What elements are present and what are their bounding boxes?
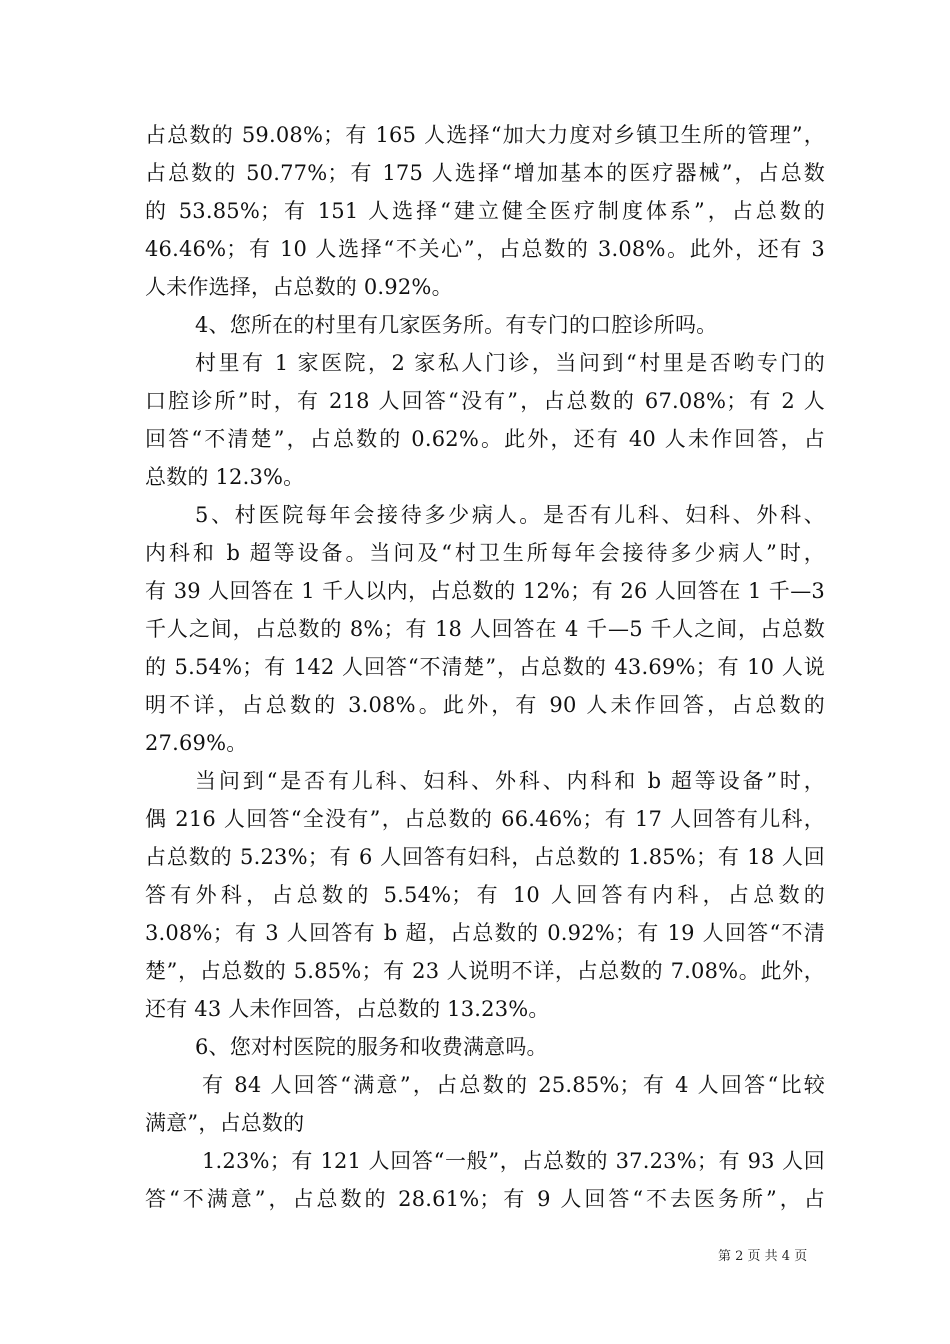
section-heading-5: 5、村医院每年会接待多少病人。是否有儿科、妇科、外科、 (195, 503, 825, 527)
text-line: 答有外科，占总数的 5.54%；有 10 人回答有内科，占总数的 (145, 883, 825, 907)
section-heading-4: 4、您所在的村里有几家医务所。有专门的口腔诊所吗。 (195, 313, 718, 337)
text-line: 有 84 人回答“满意”，占总数的 25.85%；有 4 人回答“比较 (202, 1073, 825, 1097)
text-line: 满意”，占总数的 (145, 1111, 305, 1135)
text-line: 占总数的 59.08%；有 165 人选择“加大力度对乡镇卫生所的管理”， (145, 123, 825, 147)
text-line: 楚”，占总数的 5.85%；有 23 人说明不详，占总数的 7.08%。此外， (145, 959, 825, 983)
text-line: 偶 216 人回答“全没有”，占总数的 66.46%；有 17 人回答有儿科， (145, 807, 825, 831)
text-line: 占总数的 50.77%；有 175 人选择“增加基本的医疗器械”，占总数 (145, 161, 825, 185)
text-line: 还有 43 人未作回答，占总数的 13.23%。 (145, 997, 550, 1021)
page-number-footer: 第 2 页 共 4 页 (718, 1249, 808, 1264)
text-line: 3.08%；有 3 人回答有 b 超，占总数的 0.92%；有 19 人回答“不清 (145, 921, 825, 945)
text-line: 的 5.54%；有 142 人回答“不清楚”，占总数的 43.69%；有 10 人说 (145, 655, 825, 679)
text-line: 占总数的 5.23%；有 6 人回答有妇科，占总数的 1.85%；有 18 人回 (145, 845, 825, 869)
text-line: 有 39 人回答在 1 千人以内，占总数的 12%；有 26 人回答在 1 千—3 (145, 579, 825, 603)
text-line: 口腔诊所”时，有 218 人回答“没有”，占总数的 67.08%；有 2 人 (145, 389, 825, 413)
text-line: 人未作选择，占总数的 0.92%。 (145, 275, 453, 299)
text-line: 回答“不清楚”，占总数的 0.62%。此外，还有 40 人未作回答，占 (145, 427, 825, 451)
text-line: 千人之间，占总数的 8%；有 18 人回答在 4 千—5 千人之间，占总数 (145, 617, 825, 641)
text-line: 46.46%；有 10 人选择“不关心”，占总数的 3.08%。此外，还有 3 (145, 237, 825, 261)
text-line: 村里有 1 家医院，2 家私人门诊，当问到“村里是否哟专门的 (195, 351, 825, 375)
text-line: 总数的 12.3%。 (145, 465, 305, 489)
text-line: 答“不满意”，占总数的 28.61%；有 9 人回答“不去医务所”，占 (145, 1187, 825, 1211)
text-line: 明不详，占总数的 3.08%。此外，有 90 人未作回答，占总数的 (145, 693, 825, 717)
text-line: 1.23%；有 121 人回答“一般”，占总数的 37.23%；有 93 人回 (202, 1149, 825, 1173)
text-line: 当问到“是否有儿科、妇科、外科、内科和 b 超等设备”时， (195, 769, 825, 793)
section-heading-6: 6、您对村医院的服务和收费满意吗。 (195, 1035, 548, 1059)
text-line: 内科和 b 超等设备。当问及“村卫生所每年会接待多少病人”时， (145, 541, 825, 565)
text-line: 27.69%。 (145, 731, 248, 755)
text-line: 的 53.85%；有 151 人选择“建立健全医疗制度体系”，占总数的 (145, 199, 825, 223)
